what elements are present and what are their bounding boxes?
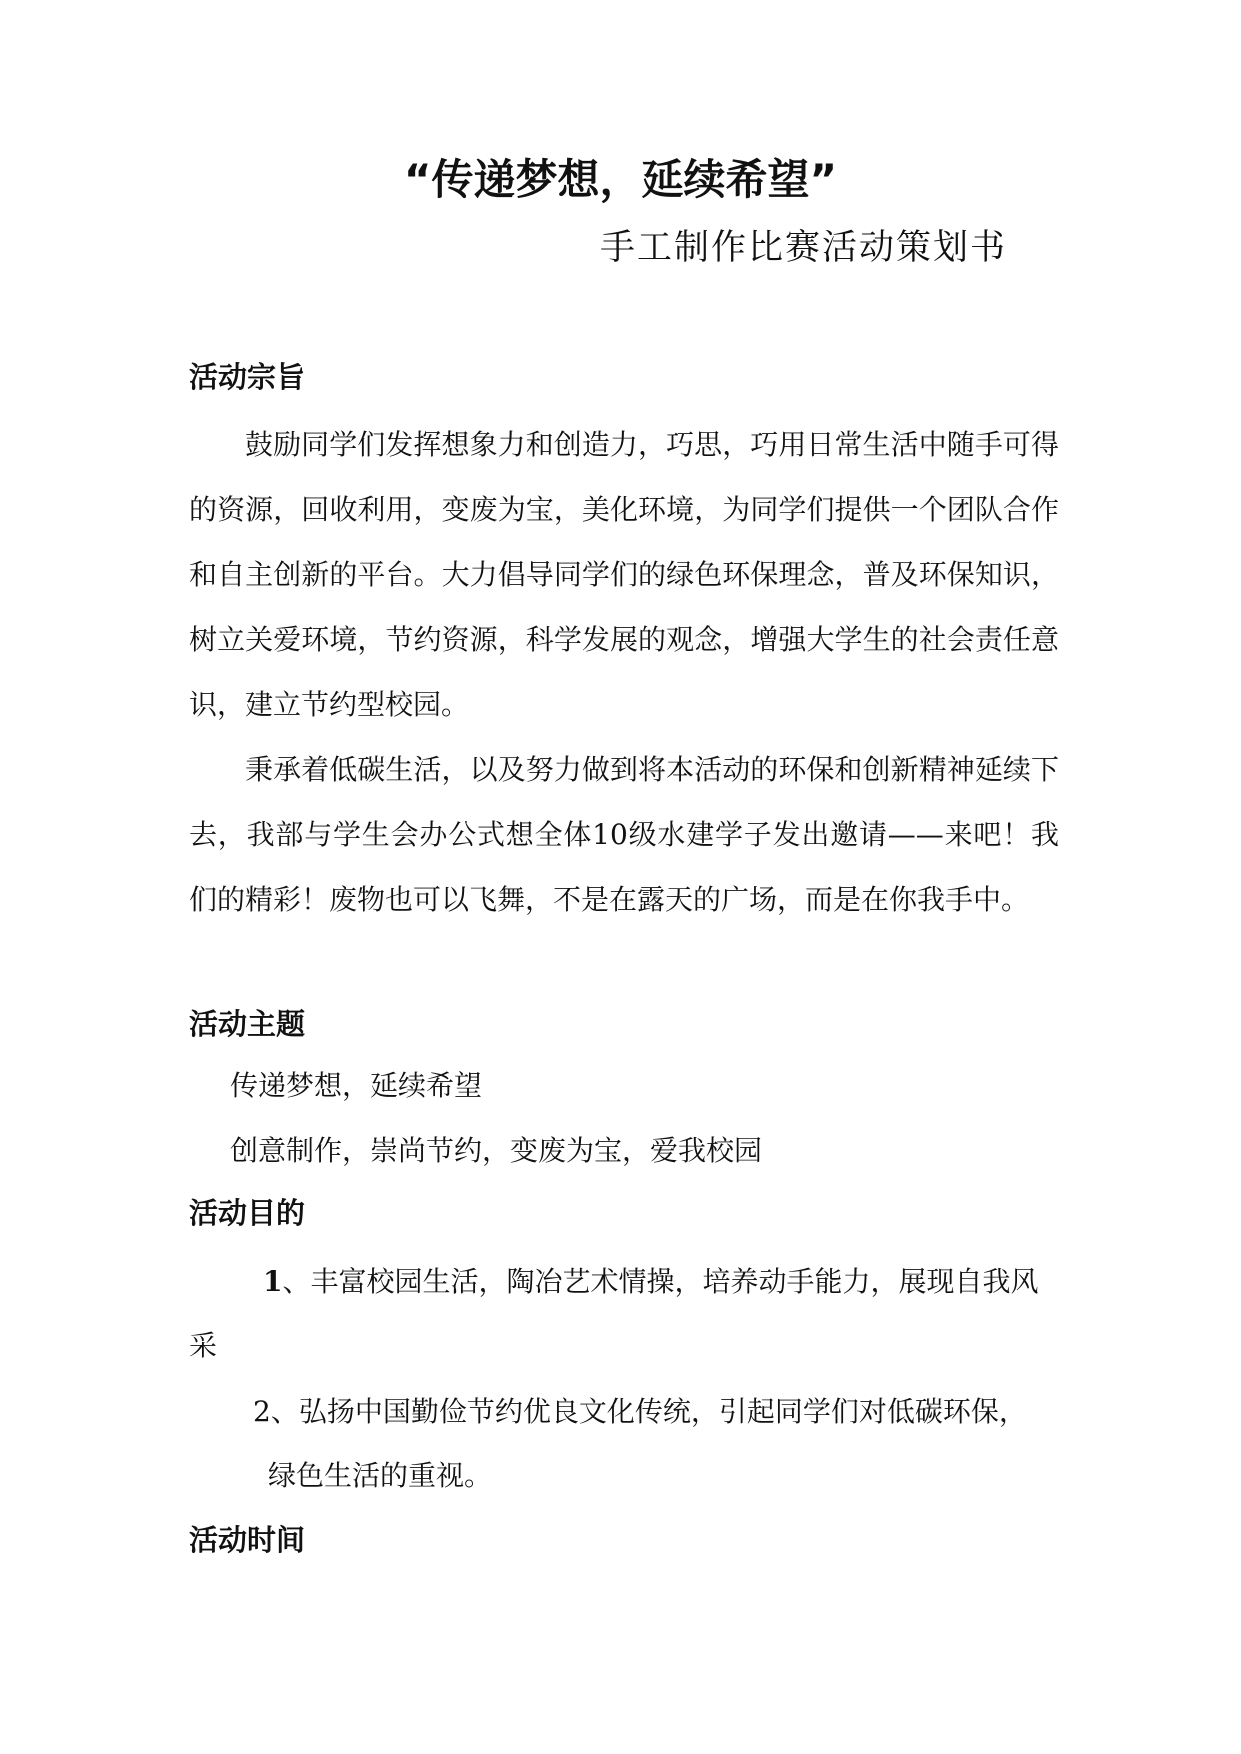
purpose-paragraph-1: 鼓励同学们发挥想象力和创造力，巧思，巧用日常生活中随手可得的资源，回收利用，变废为宝，美化环境，为同学们提供一个团队合作和自主创新的平台。大力倡导同学们的绿色环保理念，普及环保知识，树立关爱环境，节约资源，科学发展的观念，增强大学生的社会责任意识，建立节约型校园。 xyxy=(189,428,1059,721)
section-heading-theme: 活动主题 xyxy=(189,1007,306,1041)
theme-line-2: 创意制作，崇尚节约，变废为宝，爱我校园 xyxy=(230,1134,763,1167)
section-heading-time: 活动时间 xyxy=(189,1523,306,1557)
goal-item-2-number: 2 xyxy=(253,1395,271,1428)
section-heading-goals: 活动目的 xyxy=(189,1196,306,1230)
theme-line-1: 传递梦想，延续希望 xyxy=(230,1069,483,1102)
goal-item-1 xyxy=(263,1262,1039,1302)
goal-item-1-continuation: 采 xyxy=(189,1329,218,1362)
goal-item-2-text: 、弘扬中国勤俭节约优良文化传统，引起同学们对低碳环保， xyxy=(270,1395,1027,1428)
section-heading-purpose: 活动宗旨 xyxy=(189,360,306,394)
document-title: “传递梦想，延续希望” xyxy=(403,155,838,204)
goal-item-2-continuation: 绿色生活的重视。 xyxy=(268,1459,493,1492)
goal-item-1-number: 1 xyxy=(263,1265,283,1298)
document-subtitle: 手工制作比赛活动策划书 xyxy=(600,228,1008,268)
purpose-paragraph-2: 秉承着低碳生活，以及努力做到将本活动的环保和创新精神延续下去，我部与学生会办公式想全体10级水建学子发出邀请——来吧！我们的精彩！废物也可以飞舞，不是在露天的广场，而是在你我手中。 xyxy=(189,753,1059,916)
goal-item-2 xyxy=(253,1392,1027,1432)
goal-item-1-text: 、丰富校园生活，陶冶艺术情操，培养动手能力，展现自我风 xyxy=(282,1265,1039,1298)
